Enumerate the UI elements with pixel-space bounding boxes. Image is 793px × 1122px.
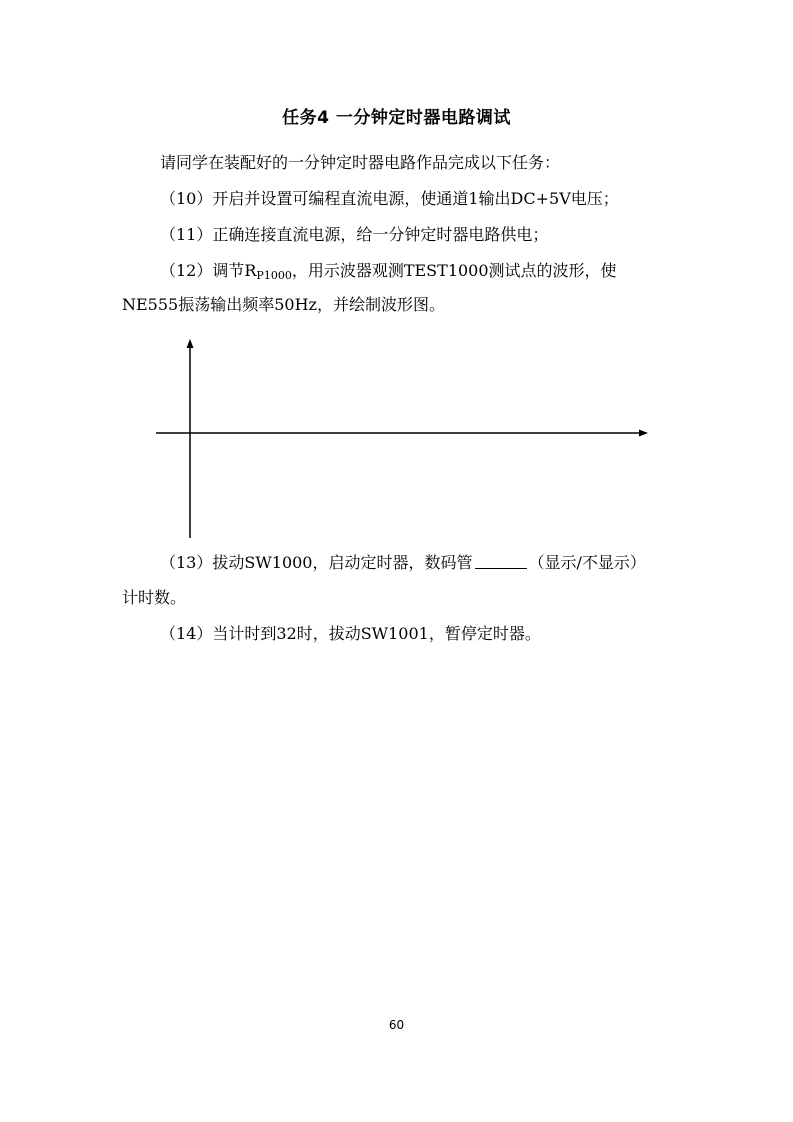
task-12-pre: （12）调节R [160,261,257,280]
task-11: （11）正确连接直流电源，给一分钟定时器电路供电； [160,225,549,244]
task-12-post: ，用示波器观测TEST1000测试点的波形，使 [291,261,617,280]
answer-blank[interactable] [475,554,527,569]
task-13-pre: （13）拔动SW1000，启动定时器，数码管 [160,553,473,572]
page-number: 60 [388,1018,405,1032]
task-10: （10）开启并设置可编程直流电源，使通道1输出DC+5V电压； [160,189,619,208]
task-13 [122,545,715,581]
intro-text: 请同学在装配好的一分钟定时器电路作品完成以下任务： [160,153,561,172]
page-title: 任务4 一分钟定时器电路调试 [282,108,511,128]
y-axis-arrow [187,339,194,348]
task-12-subscript: P1000 [256,269,292,282]
task-13-line2: 计时数。 [122,588,187,607]
task-13-post: （显示/不显示） [528,553,646,572]
task-12-line2: NE555振荡输出频率50Hz，并绘制波形图。 [122,295,445,314]
waveform-axes [150,335,655,545]
x-axis-arrow [639,430,648,437]
task-14: （14）当计时到32时，拔动SW1001，暂停定时器。 [160,624,541,643]
